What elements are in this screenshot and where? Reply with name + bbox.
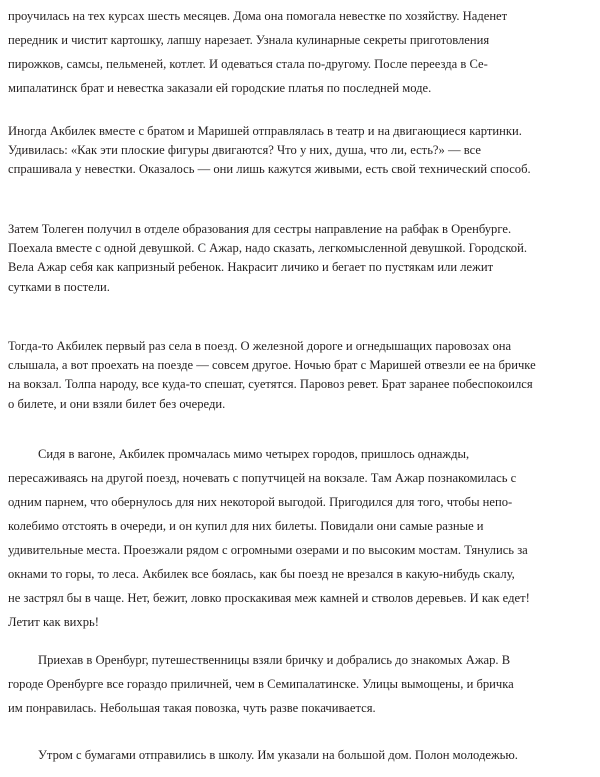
- text-line: Поехала вместе с одной девушкой. С Ажар, надо сказать, легкомысленной девушкой. Городской.: [8, 241, 527, 256]
- text-line: им понравилась. Небольшая такая повозка, чуть разве покачивается.: [8, 701, 376, 715]
- text-line: Вела Ажар себя как капризный ребенок. Накрасит личико и бегает по пустякам или лежит: [8, 260, 494, 275]
- text-line: не застрял бы в чаще. Нет, бежит, ловко проскакивая меж камней и стволов деревьев. И как едет!: [8, 591, 530, 605]
- text-line: спрашивала у невестки. Оказалось — они лишь кажутся живыми, есть свой технический способ.: [8, 162, 531, 177]
- text-line: Тогда-то Акбилек первый раз села в поезд. О железной дороге и огнедышащих паровозах она: [8, 339, 512, 353]
- paragraph-block-3: [8, 220, 591, 297]
- text-line: Приехав в Оренбург, путешественницы взяли бричку и добрались до знакомых Ажар. В: [38, 653, 511, 667]
- paragraph-block-1: [8, 4, 591, 100]
- text-line: Удивилась: «Как эти плоские фигуры двигаются? Что у них, душа, что ли, есть?» — все: [8, 143, 481, 158]
- paragraph-block-6: [8, 648, 591, 720]
- text-line: на вокзал. Толпа народу, все куда-то спешат, суетятся. Паровоз ревет. Брат заранее побеспокоился: [8, 377, 533, 392]
- text-line: одним парнем, что обернулось для них некоторой выгодой. Пригодился для того, чтобы непо-: [8, 495, 513, 509]
- paragraph-block-5: [8, 442, 591, 634]
- text-line: удивительные места. Проезжали рядом с огромными озерами и по высоким мостам. Тянулись за: [8, 543, 528, 557]
- text-line: о билете, и они взяли билет без очереди.: [8, 396, 226, 411]
- text-line: передник и чистит картошку, лапшу нарезает. Узнала кулинарные секреты приготовления: [8, 33, 490, 47]
- text-line: Сидя в вагоне, Акбилек промчалась мимо четырех городов, пришлось однажды,: [38, 447, 470, 461]
- text-line: проучилась на тех курсах шесть месяцев. Дома она помогала невестке по хозяйству. Наденет: [8, 9, 508, 23]
- paragraph-block-2: [8, 122, 591, 180]
- text-line: сутками в постели.: [8, 279, 110, 294]
- paragraph-block-4: [8, 337, 591, 414]
- text-line: пирожков, самсы, пельменей, котлет. И одеваться стала по-другому. После переезда в Се-: [8, 57, 488, 71]
- text-line: пересаживаясь на другой поезд, ночевать с попутчицей на вокзале. Там Ажар познакомилась с: [8, 471, 517, 485]
- text-line: мипалатинск брат и невестка заказали ей городские платья по последней моде.: [8, 81, 432, 95]
- text-line: Затем Толеген получил в отделе образования для сестры направление на рабфак в Оренбурге.: [8, 222, 512, 236]
- text-line: колебимо отстоять в очереди, и он купил для них билеты. Повидали они самые разные и: [8, 519, 484, 533]
- text-line: городе Оренбурге все гораздо приличней, чем в Семипалатинске. Улицы вымощены, и бричка: [8, 677, 514, 691]
- text-line: окнами то горы, то леса. Акбилек все боялась, как бы поезд не врезался в какую-нибудь скалу,: [8, 567, 515, 581]
- paragraph-block-7: [8, 743, 591, 767]
- text-line: Летит как вихрь!: [8, 615, 99, 629]
- text-line: Иногда Акбилек вместе с братом и Маришей отправлялась в театр и на двигающиеся картинки.: [8, 124, 522, 138]
- text-line: Утром с бумагами отправились в школу. Им указали на большой дом. Полон молодежью.: [38, 748, 518, 762]
- text-line: слышала, а вот проехать на поезде — совсем другое. Ночью брат с Маришей отвезли ее на бричке: [8, 358, 536, 373]
